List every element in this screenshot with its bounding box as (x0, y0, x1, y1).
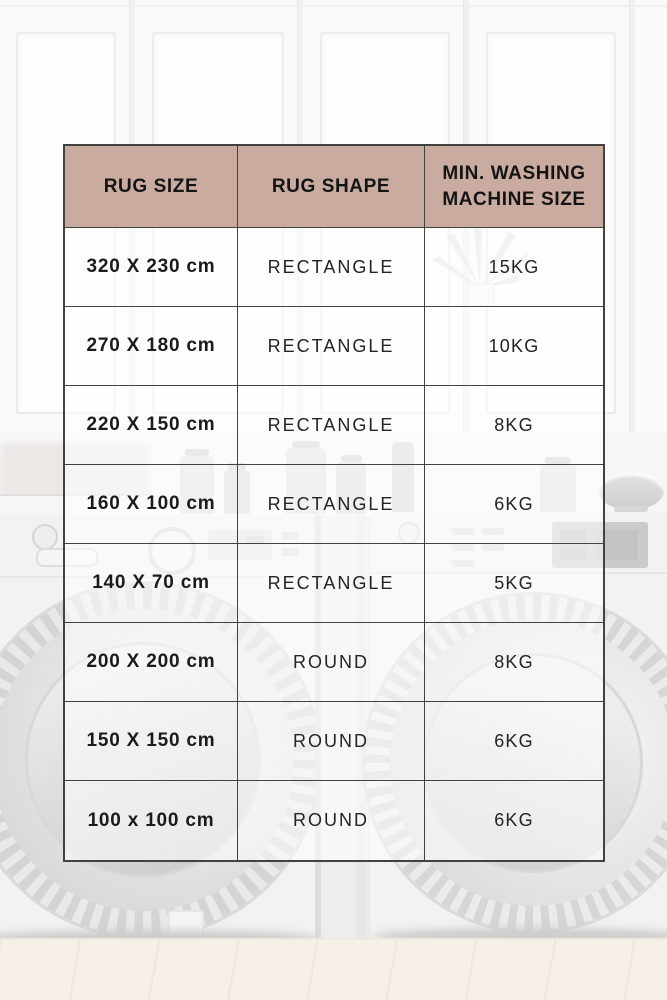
machine-size-cell: 6KG (425, 465, 603, 544)
machine-size-cell: 15KG (425, 228, 603, 307)
machine-size-cell: 5KG (425, 544, 603, 623)
rug-size-cell: 150 X 150 cm (65, 702, 238, 781)
rug-size-cell: 220 X 150 cm (65, 386, 238, 465)
machine-size-cell: 10KG (425, 307, 603, 386)
machine-size-cell: 8KG (425, 386, 603, 465)
rug-size-cell: 320 X 230 cm (65, 228, 238, 307)
rug-size-cell: 160 X 100 cm (65, 465, 238, 544)
rug-size-table (63, 144, 605, 862)
rug-size-cell: 200 X 200 cm (65, 623, 238, 702)
machine-size-cell: 8KG (425, 623, 603, 702)
header-cell-machine-size: MIN. WASHING MACHINE SIZE (425, 146, 603, 228)
rug-shape-cell: ROUND (238, 623, 425, 702)
machine-size-cell: 6KG (425, 702, 603, 781)
rug-shape-cell: RECTANGLE (238, 465, 425, 544)
rug-size-cell: 140 X 70 cm (65, 544, 238, 623)
rug-shape-cell: RECTANGLE (238, 307, 425, 386)
rug-shape-cell: ROUND (238, 702, 425, 781)
header-cell-rug-size: RUG SIZE (65, 146, 238, 228)
rug-size-cell: 100 x 100 cm (65, 781, 238, 860)
rug-shape-cell: ROUND (238, 781, 425, 860)
rug-shape-cell: RECTANGLE (238, 228, 425, 307)
rug-shape-cell: RECTANGLE (238, 544, 425, 623)
header-cell-rug-shape: RUG SHAPE (238, 146, 425, 228)
machine-size-cell: 6KG (425, 781, 603, 860)
rug-shape-cell: RECTANGLE (238, 386, 425, 465)
rug-size-cell: 270 X 180 cm (65, 307, 238, 386)
